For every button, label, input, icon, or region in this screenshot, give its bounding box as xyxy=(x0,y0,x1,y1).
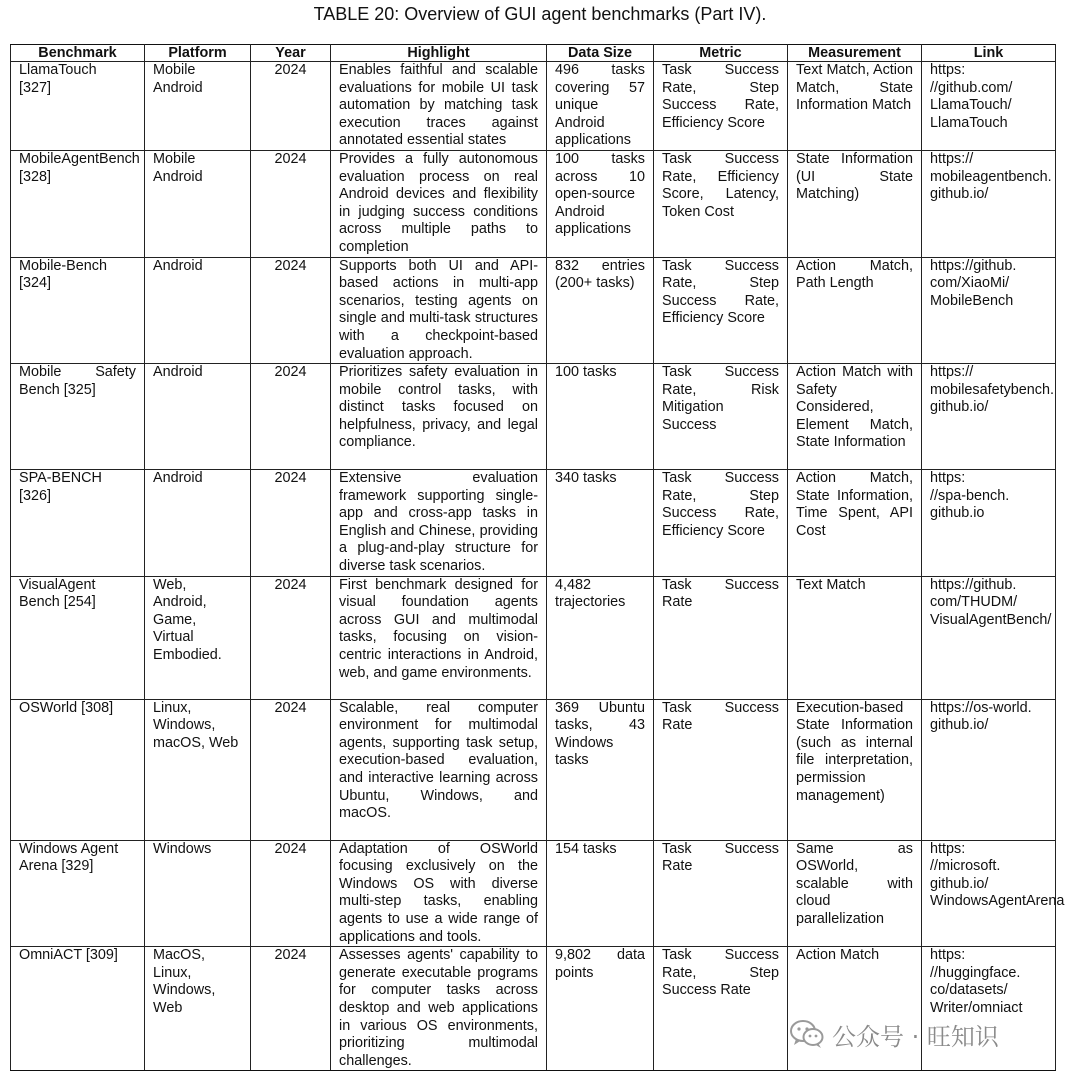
cell-link[interactable]: https:// mobilesafetybench. github.io/ xyxy=(922,364,1056,470)
cell-data-size: 100 tasks across 10 open-source Android applications xyxy=(547,150,654,257)
cell-data-size: 9,802 data points xyxy=(547,947,654,1071)
cell-benchmark: VisualAgent Bench [254] xyxy=(11,576,145,699)
cell-link[interactable]: https://github. com/XiaoMi/ MobileBench xyxy=(922,257,1056,364)
cell-benchmark: Mobile-Bench [324] xyxy=(11,257,145,364)
cell-platform: Android xyxy=(145,364,251,470)
cell-measurement: Action Match xyxy=(788,947,922,1071)
table-row xyxy=(11,364,1056,470)
cell-year: 2024 xyxy=(251,470,331,577)
cell-year: 2024 xyxy=(251,150,331,257)
table-row xyxy=(11,699,1056,840)
col-header-metric: Metric xyxy=(654,45,788,62)
cell-measurement: Action Match, Path Length xyxy=(788,257,922,364)
col-header-link: Link xyxy=(922,45,1056,62)
watermark-text: 公众号 · 旺知识 xyxy=(832,1022,999,1051)
header-row xyxy=(11,45,1056,62)
cell-platform: Windows xyxy=(145,840,251,947)
benchmark-table xyxy=(10,44,1065,1071)
cell-highlight: Provides a fully autonomous evaluation process on real Android devices and flexibility in judging success conditions across multiple paths to completion xyxy=(331,150,547,257)
cell-year: 2024 xyxy=(251,257,331,364)
col-header-measurement: Measurement xyxy=(788,45,922,62)
cell-benchmark: LlamaTouch [327] xyxy=(11,62,145,151)
cell-data-size: 154 tasks xyxy=(547,840,654,947)
cell-highlight: Adaptation of OSWorld focusing exclusively on the Windows OS with diverse multi-step tasks, enabling agents to use a wide range of applications and tools. xyxy=(331,840,547,947)
cell-year: 2024 xyxy=(251,62,331,151)
cell-data-size: 496 tasks covering 57 unique Android applications xyxy=(547,62,654,151)
cell-platform: Mobile Android xyxy=(145,62,251,151)
table-row xyxy=(11,470,1056,577)
cell-year: 2024 xyxy=(251,947,331,1071)
cell-link[interactable]: https:// mobileagentbench. github.io/ xyxy=(922,150,1056,257)
cell-link[interactable]: https: //spa-bench. github.io xyxy=(922,470,1056,577)
wechat-icon xyxy=(790,1019,824,1049)
cell-measurement: Action Match with Safety Considered, Element Match, State Information xyxy=(788,364,922,470)
cell-metric: Task Success Rate, Step Success Rate, Efficiency Score xyxy=(654,62,788,151)
cell-highlight: First benchmark designed for visual foundation agents across GUI and multimodal tasks, focusing on vision-centric interactions in Android, web, and game environments. xyxy=(331,576,547,699)
cell-data-size: 4,482 trajectories xyxy=(547,576,654,699)
cell-measurement: Same as OSWorld, scalable with cloud parallelization xyxy=(788,840,922,947)
cell-measurement: Text Match xyxy=(788,576,922,699)
cell-benchmark: OSWorld [308] xyxy=(11,699,145,840)
col-header-highlight: Highlight xyxy=(331,45,547,62)
cell-data-size: 832 entries (200+ tasks) xyxy=(547,257,654,364)
table-row xyxy=(11,947,1056,1071)
cell-highlight: Extensive evaluation framework supporting single-app and cross-app tasks in English and Chinese, providing a plug-and-play structure for diverse task scenarios. xyxy=(331,470,547,577)
cell-link[interactable]: https://os-world. github.io/ xyxy=(922,699,1056,840)
cell-metric: Task Success Rate, Step Success Rate xyxy=(654,947,788,1071)
table-row xyxy=(11,150,1056,257)
cell-platform: Web, Android, Game, Virtual Embodied. xyxy=(145,576,251,699)
cell-measurement: Execution-based State Information (such as internal file interpretation, permission management) xyxy=(788,699,922,840)
cell-metric: Task Success Rate, Step Success Rate, Efficiency Score xyxy=(654,257,788,364)
cell-metric: Task Success Rate xyxy=(654,576,788,699)
cell-metric: Task Success Rate xyxy=(654,840,788,947)
cell-link[interactable]: https://github. com/THUDM/ VisualAgentBench/ xyxy=(922,576,1056,699)
cell-link[interactable]: https: //huggingface. co/datasets/ Writer/omniact xyxy=(922,947,1056,1071)
cell-data-size: 369 Ubuntu tasks, 43 Windows tasks xyxy=(547,699,654,840)
cell-measurement: Action Match, State Information, Time Spent, API Cost xyxy=(788,470,922,577)
cell-link[interactable]: https: //microsoft. github.io/ WindowsAgentArena xyxy=(922,840,1056,947)
cell-benchmark: Mobile Safety Bench [325] xyxy=(11,364,145,470)
cell-measurement: State Information (UI State Matching) xyxy=(788,150,922,257)
cell-highlight: Enables faithful and scalable evaluations for mobile UI task automation by matching task execution traces against annotated essential states xyxy=(331,62,547,151)
col-header-benchmark: Benchmark xyxy=(11,45,145,62)
cell-benchmark: Windows Agent Arena [329] xyxy=(11,840,145,947)
cell-metric: Task Success Rate, Risk Mitigation Success xyxy=(654,364,788,470)
table-caption: TABLE 20: Overview of GUI agent benchmarks (Part IV). xyxy=(313,4,767,24)
cell-data-size: 100 tasks xyxy=(547,364,654,470)
table-row xyxy=(11,840,1056,947)
cell-data-size: 340 tasks xyxy=(547,470,654,577)
cell-link[interactable]: https: //github.com/ LlamaTouch/ LlamaTouch xyxy=(922,62,1056,151)
cell-year: 2024 xyxy=(251,364,331,470)
cell-highlight: Supports both UI and API-based actions in multi-app scenarios, testing agents on single and multi-task structures with a checkpoint-based evaluation approach. xyxy=(331,257,547,364)
cell-year: 2024 xyxy=(251,699,331,840)
table-row xyxy=(11,257,1056,364)
cell-platform: Android xyxy=(145,257,251,364)
cell-measurement: Text Match, Action Match, State Information Match xyxy=(788,62,922,151)
cell-highlight: Assesses agents' capability to generate executable programs for computer tasks across desktop and web applications in various OS environments, prioritizing multimodal challenges. xyxy=(331,947,547,1071)
watermark xyxy=(790,1016,999,1052)
col-header-data-size: Data Size xyxy=(547,45,654,62)
cell-metric: Task Success Rate, Efficiency Score, Latency, Token Cost xyxy=(654,150,788,257)
cell-platform: MacOS, Linux, Windows, Web xyxy=(145,947,251,1071)
cell-benchmark: OmniACT [309] xyxy=(11,947,145,1071)
col-header-platform: Platform xyxy=(145,45,251,62)
cell-platform: Linux, Windows, macOS, Web xyxy=(145,699,251,840)
cell-platform: Mobile Android xyxy=(145,150,251,257)
cell-year: 2024 xyxy=(251,576,331,699)
cell-metric: Task Success Rate, Step Success Rate, Efficiency Score xyxy=(654,470,788,577)
cell-benchmark: MobileAgentBench [328] xyxy=(11,150,145,257)
cell-year: 2024 xyxy=(251,840,331,947)
cell-highlight: Prioritizes safety evaluation in mobile control tasks, with distinct tasks focused on helpfulness, privacy, and legal compliance. xyxy=(331,364,547,470)
col-header-year: Year xyxy=(251,45,331,62)
cell-highlight: Scalable, real computer environment for multimodal agents, supporting task setup, execution-based evaluation, and interactive learning across Ubuntu, Windows, and macOS. xyxy=(331,699,547,840)
cell-metric: Task Success Rate xyxy=(654,699,788,840)
cell-benchmark: SPA-BENCH [326] xyxy=(11,470,145,577)
table-row xyxy=(11,62,1056,151)
table-row xyxy=(11,576,1056,699)
cell-platform: Android xyxy=(145,470,251,577)
